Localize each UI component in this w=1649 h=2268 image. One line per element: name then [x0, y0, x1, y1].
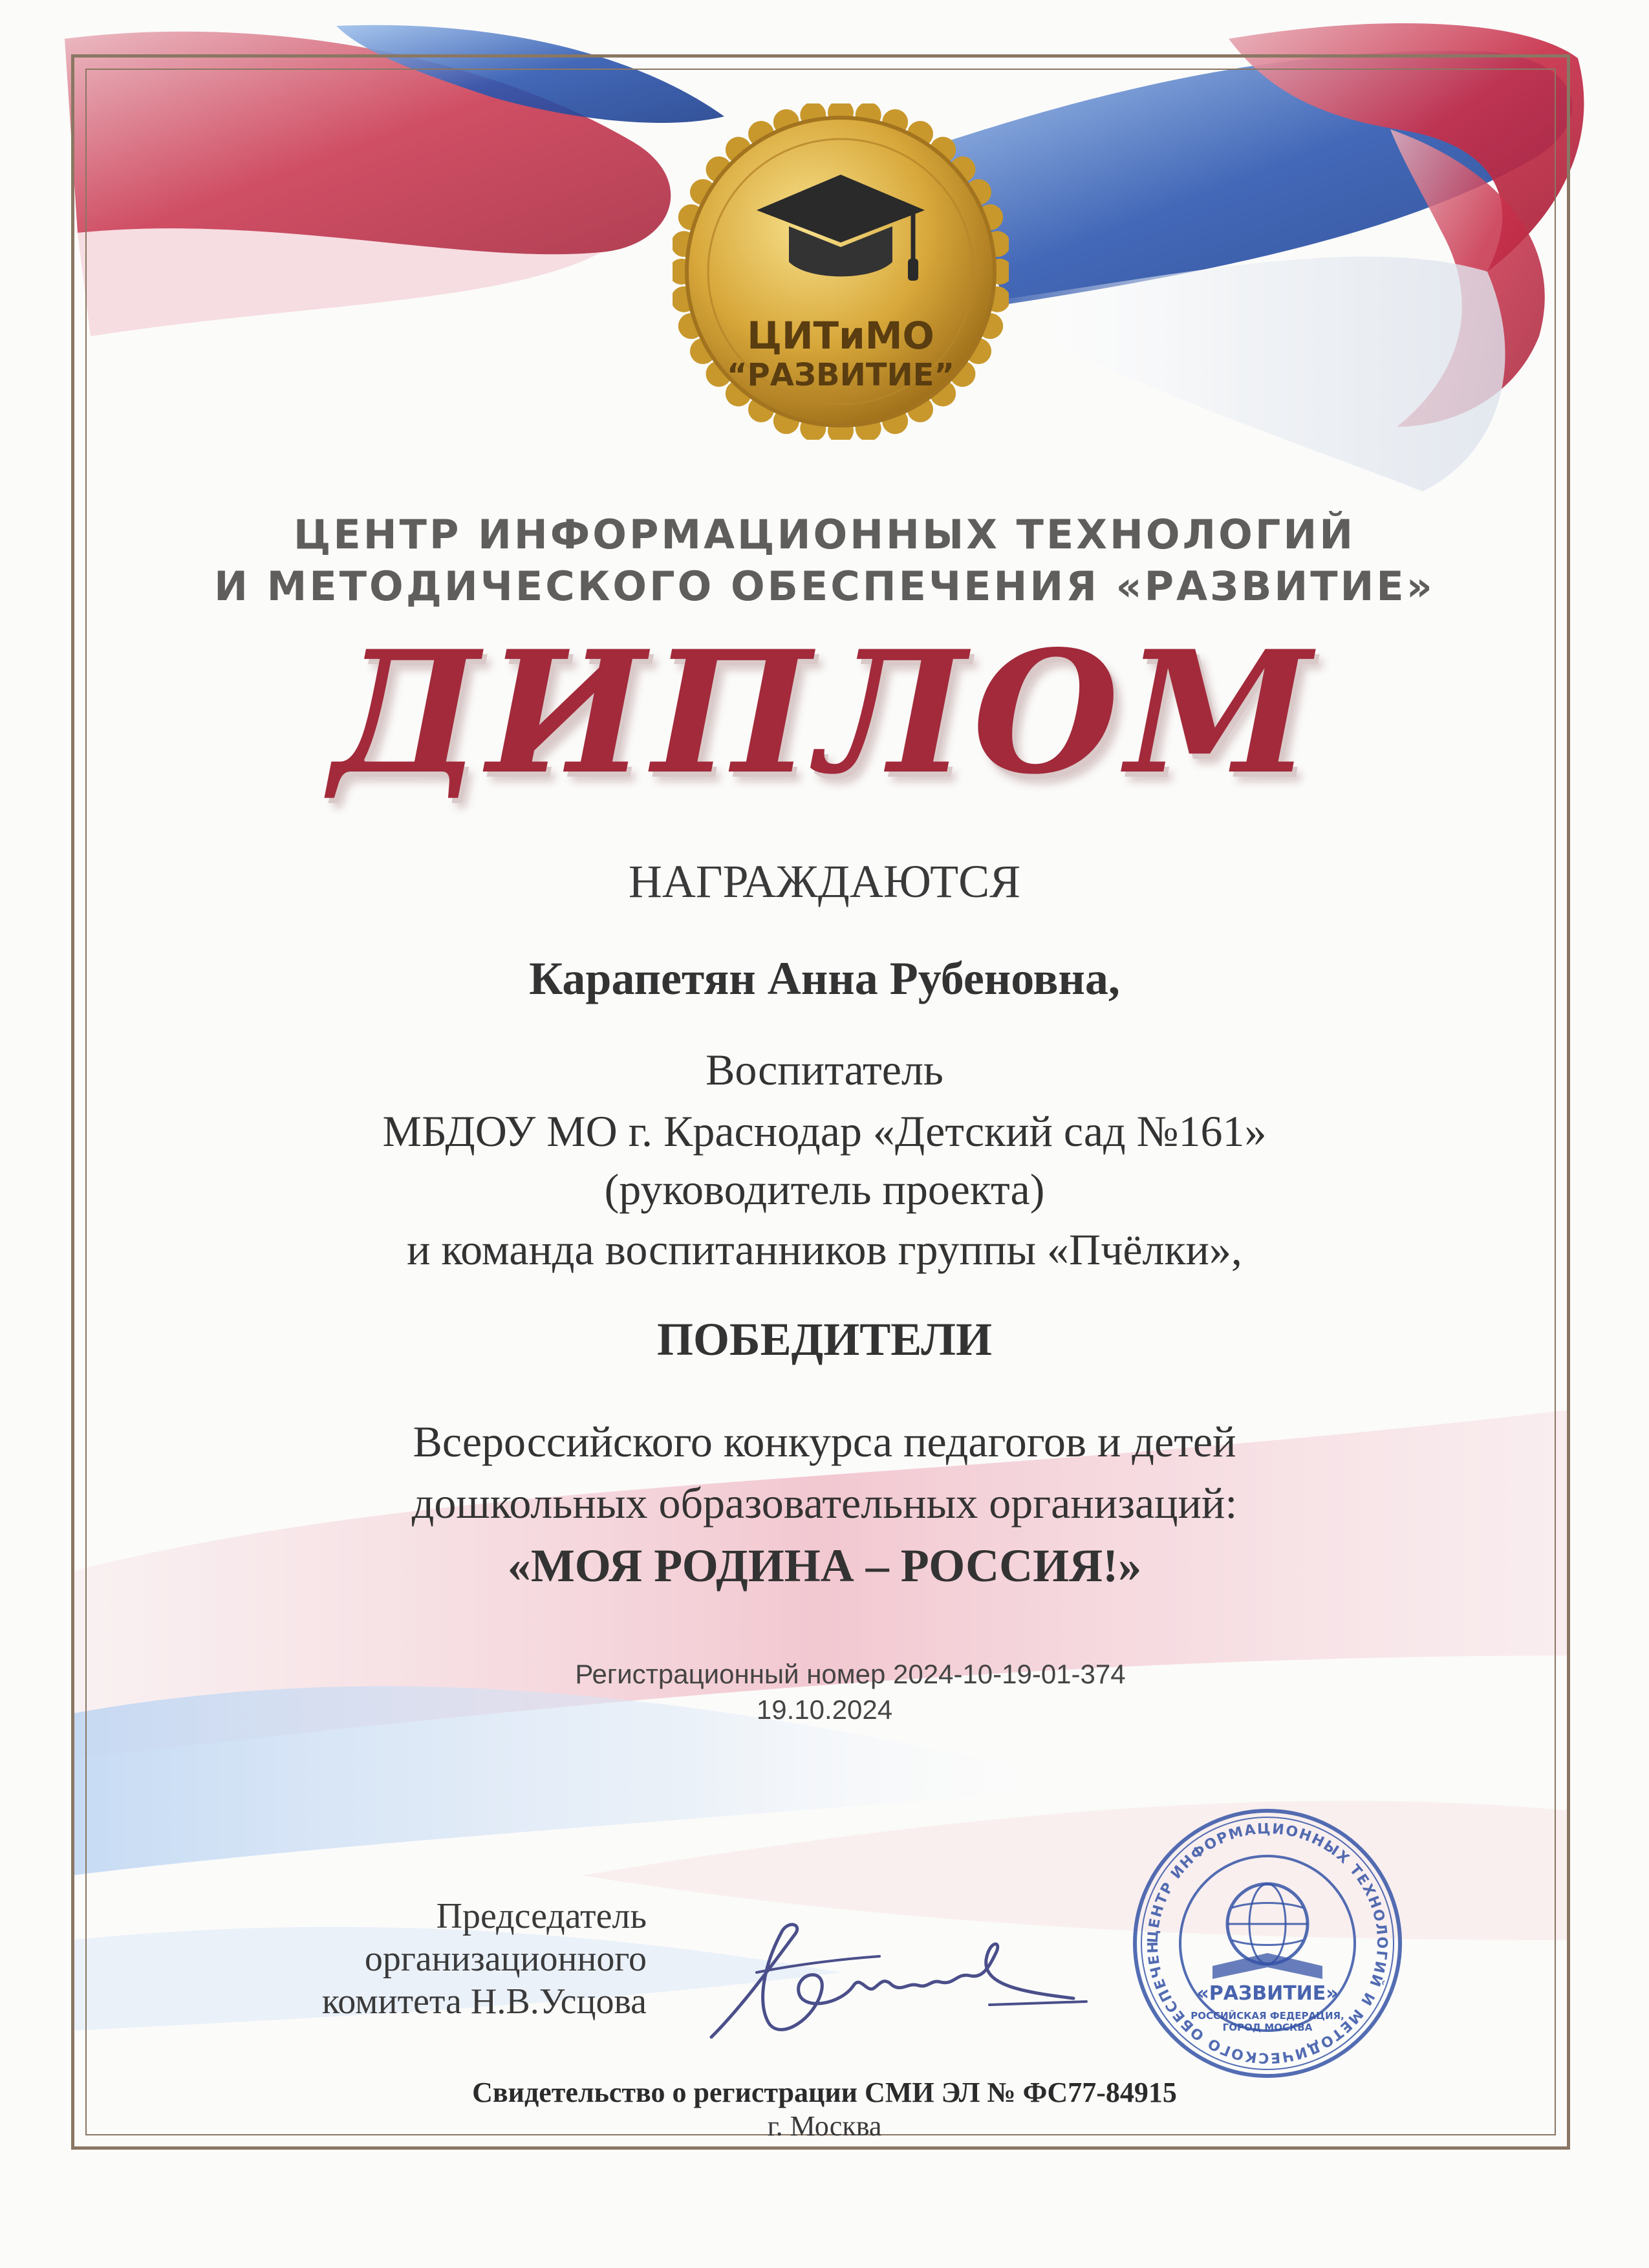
stamp-globe-icon: [1128, 1804, 1406, 2082]
org-name-line-2: И МЕТОДИЧЕСКОГО ОБЕСПЕЧЕНИЯ «РАЗВИТИЕ»: [214, 563, 1435, 610]
recipient-line-1: Воспитатель: [706, 1045, 943, 1094]
org-name-line-1: ЦЕНТР ИНФОРМАЦИОННЫХ ТЕХНОЛОГИЙ: [293, 511, 1356, 558]
contest-line-2: дошкольных образовательных организаций:: [411, 1478, 1238, 1528]
stamp-ring-text: ЦЕНТР ИНФОРМАЦИОННЫХ ТЕХНОЛОГИЙ И МЕТОДИЧЕСКОГО ОБЕСПЕЧЕН: [1145, 1820, 1390, 2066]
recipient-line-2: МБДОУ МО г. Краснодар «Детский сад №161»: [382, 1107, 1267, 1156]
official-stamp: [1128, 1804, 1406, 2082]
gold-seal: [673, 103, 1009, 440]
contest-line-1: Всероссийского конкурса педагогов и детей: [413, 1417, 1236, 1466]
footer-city: г. Москва: [767, 2110, 882, 2142]
awarded-label: НАГРАЖДАЮТСЯ: [628, 856, 1021, 907]
diploma-title: ДИПЛОМ: [330, 614, 1319, 812]
signatory-block: [194, 1895, 647, 2023]
registration-number: Регистрационный номер 2024-10-19-01-374: [575, 1659, 1126, 1689]
contest-title: «МОЯ РОДИНА – РОССИЯ!»: [507, 1540, 1142, 1592]
signatory-line-2: организационного: [364, 1939, 647, 1980]
winners-label: ПОБЕДИТЕЛИ: [657, 1313, 992, 1365]
recipient-name: Карапетян Анна Рубеновна,: [529, 953, 1120, 1004]
seal-top-label: ЦИТиМО: [747, 314, 934, 358]
seal-bottom-label: “РАЗВИТИЕ”: [727, 357, 954, 393]
stamp-center-text: «РАЗВИТИЕ»: [1196, 1982, 1339, 2005]
registration-date: 19.10.2024: [756, 1694, 893, 1725]
stamp-bottom-text: РОССИЙСКАЯ ФЕДЕРАЦИЯ, ГОРОД МОСКВА: [1191, 2010, 1344, 2033]
recipient-line-3: (руководитель проекта): [604, 1165, 1045, 1214]
recipient-line-4: и команда воспитанников группы «Пчёлки»,: [407, 1225, 1242, 1274]
footer-registration: Свидетельство о регистрации СМИ ЭЛ № ФС77-84915: [472, 2077, 1177, 2108]
signatory-line-3: комитета Н.В.Усцова: [321, 1982, 647, 2022]
signatory-line-1: Председатель: [436, 1896, 647, 1936]
handwritten-signature: [685, 1895, 1099, 2069]
